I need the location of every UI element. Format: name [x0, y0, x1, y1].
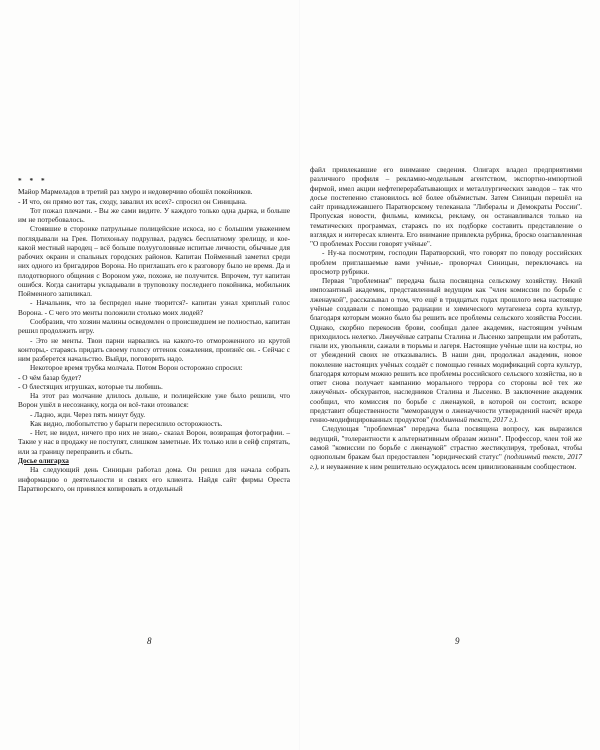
paragraph: Стоявшие в сторонке патрульные полицейские искоса, но с большим уважением поглядывали на Грея. Потихоньку подрулвал, радуясь бесплатному зрелищу, и кое-какой местный народец – всё больше полууголовные испитые личности, обычные для рабочих окраин и спальных городских районов. Капитан Пойменный заметил среди них одного из бригадиров Ворона. Но приглашать его к разговору было не время. Да и плодотворного общения с Вороном уже, похоже, не получится. Впрочем, тут капитан ошибся. Когда санитары укладывали в труповозку последнего покойника, мобильник Пойменного запиликал. [18, 224, 290, 299]
section-break-stars: * * * [18, 176, 48, 185]
paragraph: - Ну-ка посмотрим, господин Паратворский, что говорят по поводу российских проблем приглашаемые вами учёные,- проворчал Синицын, переключаясь на просмотр рубрики. [310, 248, 582, 276]
paragraph: Сообразив, что хозяин малины осведомлен о происшедшем не полностью, капитан решил продолжить игру. [18, 316, 290, 336]
paragraph: Тот пожал плечами. - Вы же сами видите. У каждого только одна дырка, и больше им не потребовалось. [18, 205, 290, 225]
citation: (подлинный текст, 2017 г.), [310, 452, 582, 471]
paragraph: Как видно, любопытство у барыги пересилило осторожность. [30, 418, 223, 428]
paragraph: - Начальник, что за беспредел ныне творится?- капитан узнал хриплый голос Ворона. - С чего это менты положили столько моих людей? [18, 298, 290, 317]
paragraph: файл привлекавшие его внимание сведения. Олигарх владел предприятиями различного профиля – рекламно-модельным агентством, экспортно-импортной фирмой, имел акции нефтеперерабатывающих и металлургических заводов – так что досье постепенно становилось всё более объёмистым. Затем Синицын перешёл на сайт принадлежавшего Паратворскому телеканала "Либералы и Демократы России". Пропуская новости, фильмы, комиксы, рекламу, он останавливался только на тематических программах, стараясь по их подборке составить представление о взглядах и интересах клиента. Его внимание привлекла рубрика, броско озаглавленная "О проблемах России говорят учёные". [310, 165, 582, 249]
paragraph: - И что, он прямо вот так, сходу, завалил их всех?- спросил он Синицына. [18, 196, 247, 206]
paragraph: Майор Мармеладов в третий раз хмуро и недоверчиво обошёл покойников. [18, 187, 253, 197]
paragraph: - О чём базар будет? [18, 372, 82, 382]
paragraph: На следующий день Синицын работал дома. Он решил для начала собрать информацию о деятельности и связях его клиента. Найдя сайт фирмы Ореста Паратворского, он принялся копировать в отдельный [18, 465, 290, 493]
paragraph: На этот раз молчание длилось дольше, и полицейские уже было решили, что Ворон ушёл в несознанку, когда он всё-таки отозвался: [18, 391, 290, 410]
citation: (подлинный текст, 2017 г.). [431, 415, 519, 425]
paragraph: - Ладно, жди. Через пять минут буду. [30, 409, 146, 419]
page-number-left: 8 [147, 636, 152, 646]
section-heading: Досье олигарха [18, 455, 69, 465]
paragraph [310, 424, 582, 470]
right-page [310, 165, 582, 471]
paragraph: - Это не менты. Твои парни нарвались на какого-то отмороженного из крутой конторы,- стараясь придать своему голосу оттенок сожаления, произнёс он. - Сейчас с ним разберется начальство. Выйди, поговорить надо. [18, 335, 290, 364]
paragraph [310, 276, 582, 424]
paragraph-text: Первая "проблемная" передача была посвящена сельскому хозяйству. Некий импозантный академик, представленный ведущим как "член комиссии по борьбе с лженаукой", рассказывал о том, что ещё в тридцатых годах прошлого века настоящие учёные создавали с помощью радиации и химического мутагенеза сорта культур, благодаря которым можно было бы решить все проблемы сельского хозяйства России. Однако, скорбно перекосив брови, сообщал далее академик, настоящим учёным приходилось нелегко. Лжеучёные сатрапы Сталина и Лысенко запрещали им работать, гнали их, увольняли, сажали в тюрьмы и лагеря. Настоящие учёные шли на костры, но от убеждений своих не отказывались. В наши дни, продолжал академик, новое поколение настоящих учёных создаёт с помощью генных модификаций сорта культур, благодаря которым можно решить все проблемы российского сельского хозяйства, но в ответ снова получает кампанию морального террора со стороны всё тех же лжеучёных- обскурантов, наследников Сталина и Лысенко. В заключение академик сообщил, что комиссия по борьбе с лженаукой, в которой он состоит, вскоре представит общественности "меморандум о лженаучности утверждений насчёт вреда генно-модифицированных продуктов" [310, 276, 582, 425]
paragraph: - Нет, не видел, ничего про них не знаю,- сказал Ворон, возвращая фотографии. – Такие у нас в продажу не поступят, слишком заметные. Их только или в сейф спрятать, или за границу переправить и сбыть. [18, 428, 290, 456]
paragraph-text: и неуважение к ним решительно осуждалось всем цивилизованным сообществом. [320, 461, 577, 471]
left-page [18, 176, 290, 493]
paragraph: - О блестящих игрушках, которые ты любишь. [18, 381, 163, 391]
paragraph: Некоторое время трубка молчала. Потом Ворон осторожно спросил: [30, 363, 243, 373]
page-number-right: 9 [455, 636, 460, 646]
paragraph-text: Следующая "проблемная" передача была посвящена вопросу, как выразился ведущий, "толерантности к альтернативным образам жизни". Профессор, член той же самой "комиссии по борьбе с лженаукой" страстно жестикулируя, требовал, чтобы однополым бракам был предоставлен "юридический статус" [310, 424, 582, 462]
book-gutter [299, 0, 300, 750]
